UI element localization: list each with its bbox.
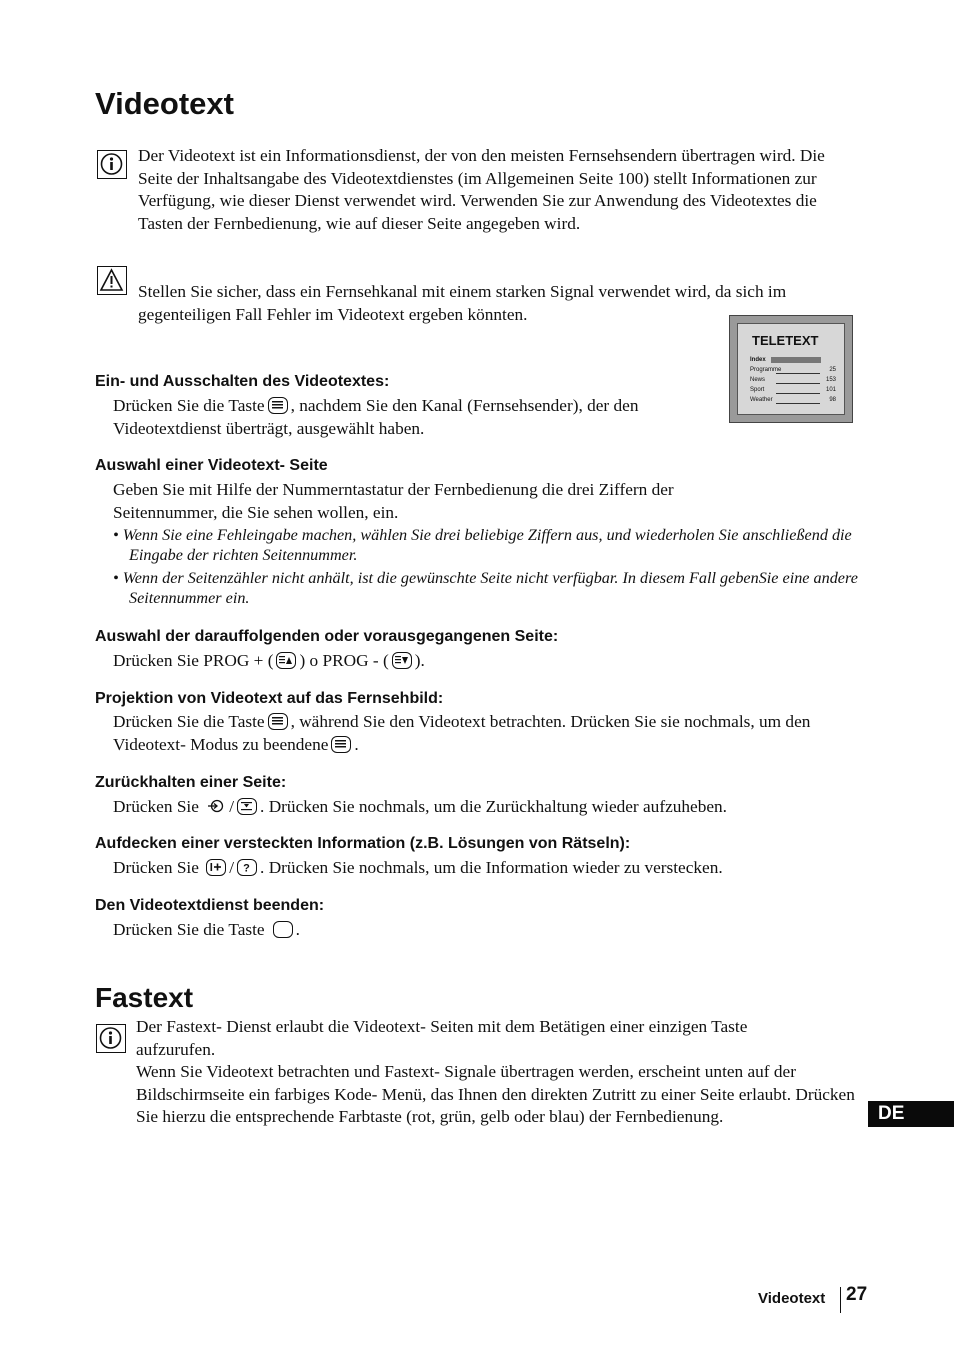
page-up-key-icon (276, 652, 296, 669)
info-plus-key-icon (206, 859, 226, 876)
hold-key-icon (237, 798, 257, 815)
teletext-title: TELETEXT (752, 333, 819, 348)
text-hold: Drücken Sie / . Drücken Sie nochmals, um die Zurückhaltung wieder aufzuheben. (113, 797, 727, 816)
teletext-key-icon (331, 736, 351, 753)
info-icon (96, 1024, 126, 1053)
text-exit: Drücken Sie die Taste . (113, 920, 300, 939)
heading-hold: Zurückhalten einer Seite: (95, 774, 287, 791)
teletext-screen-illustration: TELETEXT Index Programme 25 News 153 Sport 101 Weather 98 (729, 315, 853, 423)
teletext-key-icon (268, 397, 288, 414)
text-reveal: Drücken Sie / ? . Drücken Sie nochmals, um die Information wieder zu verstecken. (113, 858, 723, 877)
footer-divider (840, 1287, 841, 1313)
text-onoff: Drücken Sie die Taste , nachdem Sie den Kanal (Fernsehsender), der den Videotextdienst überträgt, ausgewählt haben. (113, 396, 639, 438)
page-number: 27 (846, 1284, 868, 1305)
text-mix: Drücken Sie die Taste , während Sie den Videotext betrachten. Drücken Sie sie nochmals, um den Videotext- Modus zu beendene . (113, 712, 811, 754)
bullet-note: • Wenn der Seitenzähler nicht anhält, ist die gewünschte Seite nicht verfügbar. In diesem Fall gebenSie eine andere Seitennummer ein. (113, 569, 858, 607)
section-title-fastext: Fastext (95, 982, 194, 1013)
input-key-icon (206, 798, 226, 815)
heading-next-prev: Auswahl der darauffolgenden oder vorausgegangenen Seite: (95, 628, 559, 645)
warning-icon (97, 266, 127, 295)
teletext-index-bar (771, 357, 821, 363)
reveal-key-icon (237, 859, 257, 876)
heading-mix: Projektion von Videotext auf das Fernsehbild: (95, 690, 444, 707)
fastext-paragraph: Der Fastext- Dienst erlaubt die Videotext- Seiten mit dem Betätigen einer einzigen Taste aufzurufen. Wenn Sie Videotext betrachten und Fastext- Signale übertragen werden, erscheint unten auf der Bildschirmseite ein farbiges Kode- Menü, das Ihnen den direkten Zutritt zu einer Seite erlaubt. Drücken Sie hierzu die entsprechende Farbtaste (rot, grün, gelb oder blau) der Fernbedienung. (136, 1017, 855, 1126)
text-next-prev: Drücken Sie PROG + ( ) o PROG - ( ). (113, 651, 425, 670)
info-icon (97, 150, 127, 179)
footer-section-label: Videotext (758, 1290, 826, 1307)
heading-reveal: Aufdecken einer versteckten Information (z.B. Lösungen von Rätseln): (95, 835, 631, 852)
svg-text:?: ? (243, 862, 250, 873)
language-tab: DE (868, 1101, 954, 1127)
teletext-index-label: Index (750, 357, 766, 363)
heading-exit: Den Videotextdienst beenden: (95, 897, 325, 914)
tv-key-icon (273, 921, 293, 938)
bullet-note: • Wenn Sie eine Fehleingabe machen, wählen Sie drei beliebige Ziffern aus, und wiederholen Sie anschließend die Eingabe der richten Seitennummer. (113, 526, 852, 564)
info-paragraph: Der Videotext ist ein Informationsdienst, der von den meisten Fernsehsendern übertragen wird. Die Seite der Inhaltsangabe des Videotextdienstes (im Allgemeinen Seite 100) stellt Informationen zur Verfügung, wie dieser Dienst verwendet wird. Verwenden Sie zur Anwendung des Videotextes die Tasten der Fernbedienung, wie auf dieser Seite angegeben wird. (138, 146, 825, 233)
page-title: Videotext (95, 86, 234, 121)
heading-select-page: Auswahl einer Videotext- Seite (95, 457, 328, 474)
teletext-key-icon (268, 713, 288, 730)
text-select-page: Geben Sie mit Hilfe der Nummerntastatur der Fernbedienung die drei Ziffern der Seitennummer, die Sie sehen wollen, ein. (113, 480, 674, 522)
heading-onoff: Ein- und Ausschalten des Videotextes: (95, 373, 390, 390)
page-down-key-icon (392, 652, 412, 669)
warning-paragraph: Stellen Sie sicher, dass ein Fernsehkanal mit einem starken Signal verwendet wird, da sich im gegenteiligen Fall Fehler im Videotext ergeben könnten. (138, 282, 787, 324)
